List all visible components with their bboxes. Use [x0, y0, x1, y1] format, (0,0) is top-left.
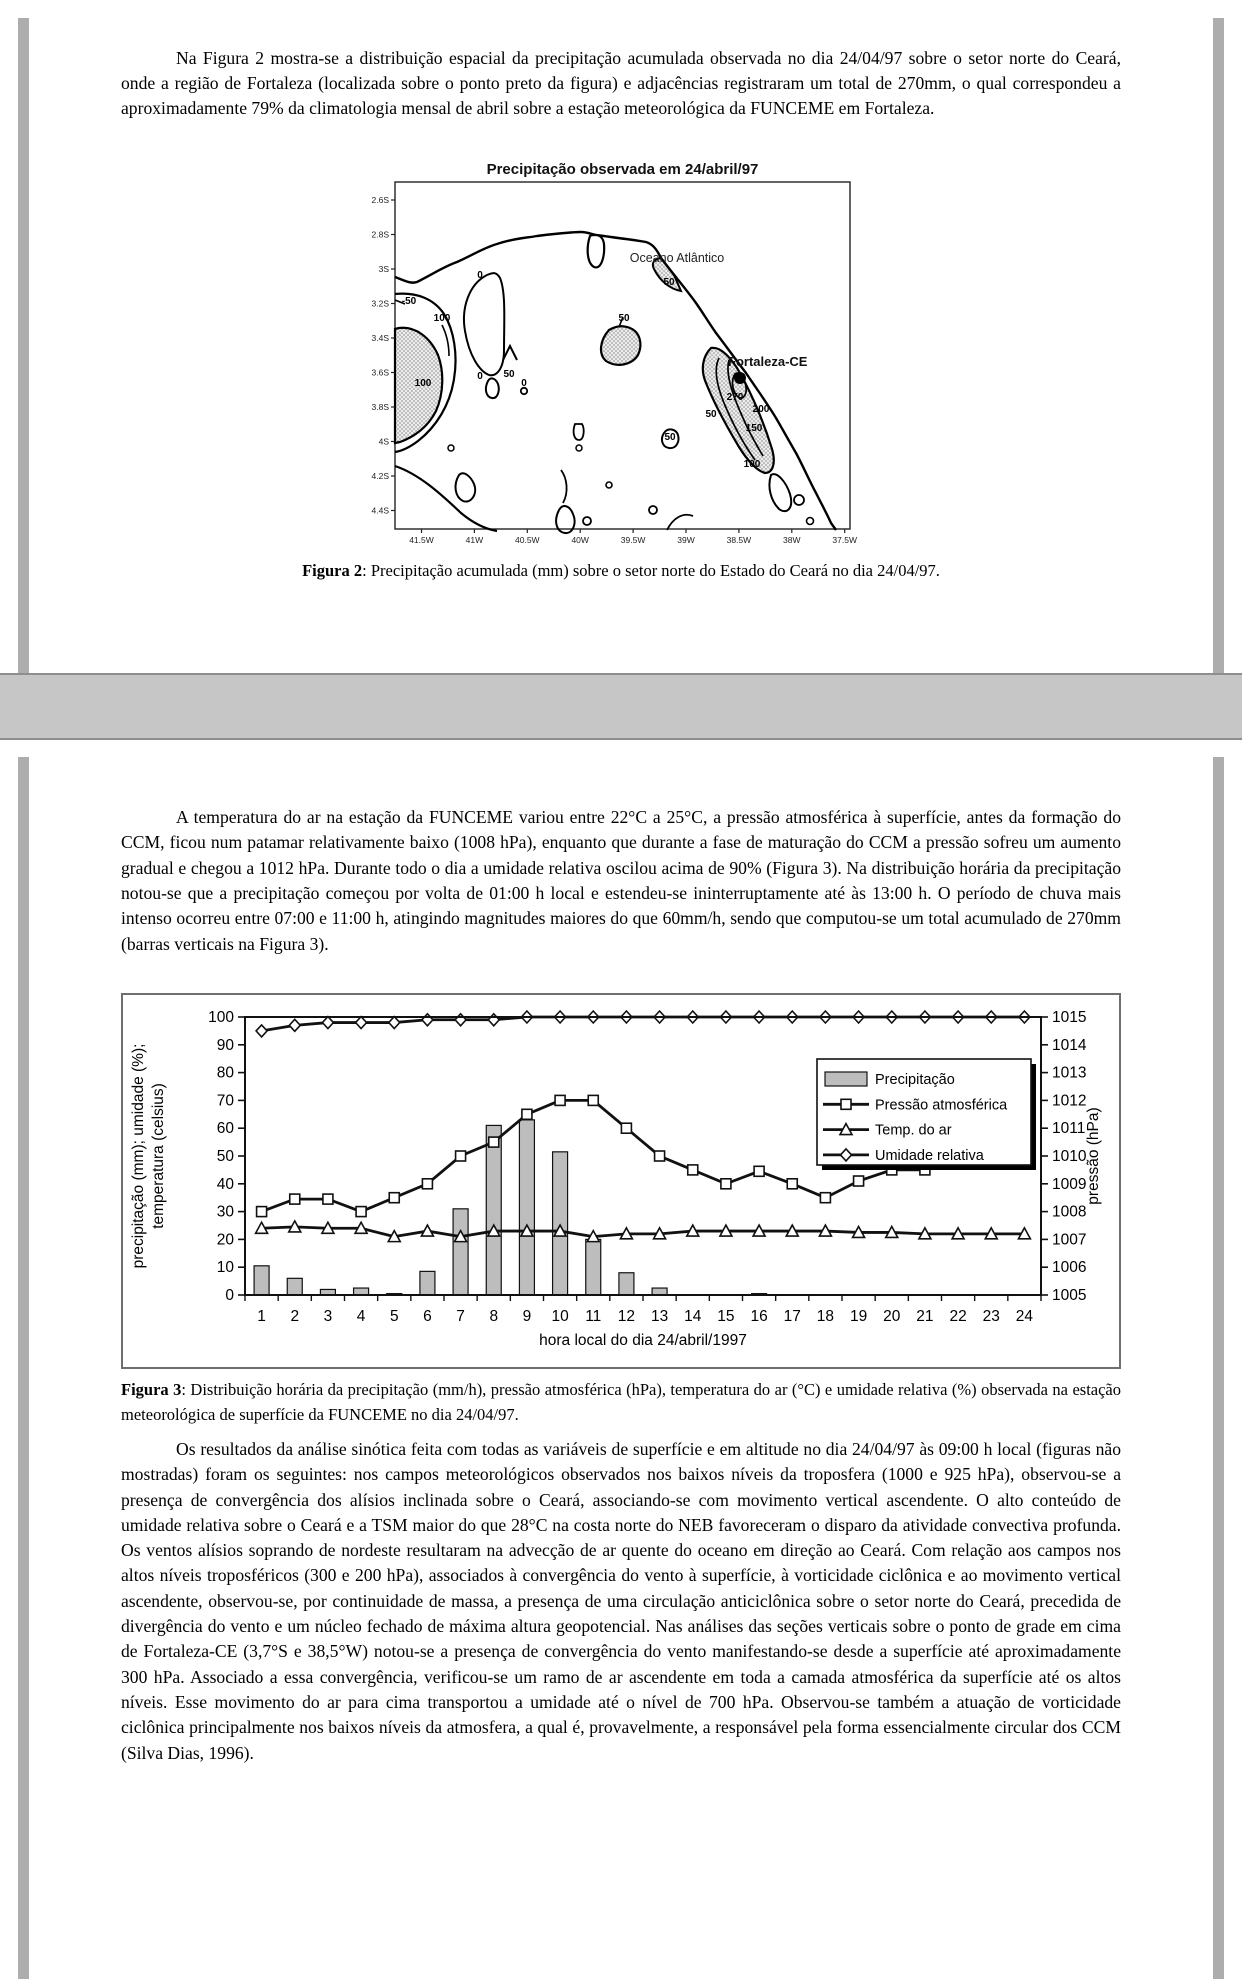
left-tick-label: 90	[216, 1036, 234, 1054]
marker-square	[588, 1095, 598, 1105]
lon-tick-label: 40.5W	[515, 535, 540, 546]
marker-diamond	[455, 1014, 466, 1026]
contour-teardrop-0	[464, 274, 504, 376]
figure3	[121, 993, 1121, 1369]
right-axis-title: pressão (hPa)	[1085, 1107, 1102, 1205]
x-tick-label: 13	[650, 1307, 669, 1325]
figure2	[0, 161, 1242, 556]
x-tick-label: 6	[423, 1307, 432, 1325]
x-tick-label: 7	[456, 1307, 465, 1325]
figure2-map-svg	[347, 178, 857, 556]
series-line-diamond	[262, 1017, 1025, 1031]
contour-bottom-curve-2	[561, 470, 567, 503]
lon-tick-label: 40W	[571, 535, 589, 546]
fortaleza-label: Fortaleza-CE	[728, 354, 808, 370]
marker-square	[356, 1207, 366, 1217]
contour-label: 100	[414, 378, 432, 390]
figure3-caption-text: : Distribuição horária da precipitação (mm/h), pressão atmosférica (hPa), temperatura do ar (°C) e umidade relativa (%) observada na estação meteorológica de superfície da FUNCEME no dia 24/04/97.	[121, 1379, 1121, 1424]
right-tick-label: 1010	[1052, 1147, 1087, 1165]
marker-square	[854, 1176, 864, 1186]
contour-tail-blob	[769, 475, 791, 512]
contour-small-oval	[486, 379, 499, 399]
x-tick-label: 20	[883, 1307, 901, 1325]
left-tick-label: 80	[216, 1064, 234, 1082]
contour-region-mid-50	[601, 327, 640, 366]
contour-label: 150	[745, 423, 763, 435]
right-tick-label: 1007	[1052, 1231, 1087, 1249]
contour-tiny-oval-mid	[574, 424, 584, 440]
right-tick-label: 1008	[1052, 1203, 1087, 1221]
legend-label: Temp. do ar	[875, 1122, 952, 1139]
paragraph-figura2-intro: Na Figura 2 mostra-se a distribuição espacial da precipitação acumulada observada no dia 24/04/97 sobre o setor norte do Ceará, onde a região de Fortaleza (localizada sobre o ponto preto da figura) e adjacências registraram um total de 270mm, o qual correspondeu a aproximadamente 79% da climatologia mensal de abril sobre a estação meteorológica da FUNCEME em Fortaleza.	[121, 47, 1121, 119]
figure3-caption-number: Figura 3	[121, 1379, 182, 1399]
contour-tiny-circle-s2	[606, 482, 612, 488]
x-tick-label: 5	[389, 1307, 399, 1325]
lon-tick-label: 38W	[783, 535, 801, 546]
series-line-triangle	[262, 1227, 1025, 1237]
paper-page-2	[0, 757, 1242, 1979]
figure3-caption	[121, 1377, 1121, 1427]
left-axis-title-line2: temperatura (celsius)	[150, 1083, 167, 1229]
x-axis-title: hora local do dia 24/abril/1997	[539, 1331, 747, 1349]
right-tick-label: 1012	[1052, 1092, 1087, 1110]
contour-label: 0	[521, 378, 527, 390]
marker-square	[841, 1099, 851, 1109]
fortaleza-dot	[734, 372, 746, 384]
marker-diamond	[256, 1025, 267, 1037]
figure2-caption-number: Figura 2	[302, 561, 363, 581]
right-tick-label: 1006	[1052, 1259, 1087, 1277]
contour-bottom-curve-3	[667, 515, 693, 530]
contour-label: 50	[664, 432, 676, 444]
contour-bottom-blob	[456, 474, 476, 502]
lat-tick-label: 3S	[378, 264, 389, 275]
right-tick-label: 1013	[1052, 1064, 1087, 1082]
marker-square	[621, 1123, 631, 1133]
x-tick-label: 16	[750, 1307, 768, 1325]
marker-square	[688, 1165, 698, 1175]
marker-diamond	[289, 1019, 300, 1031]
left-tick-label: 100	[208, 1008, 234, 1026]
figure2-caption	[121, 558, 1121, 583]
contour-tiny-circle-w	[448, 445, 454, 451]
left-axis-title-line1: precipitação (mm); umidade (%);	[130, 1043, 147, 1269]
precipitation-bar	[254, 1266, 269, 1295]
lat-tick-label: 3.2S	[371, 298, 389, 309]
x-tick-label: 12	[617, 1307, 636, 1325]
left-tick-label: 30	[216, 1203, 234, 1221]
lon-tick-label: 39W	[677, 535, 695, 546]
lat-tick-label: 2.6S	[371, 195, 389, 206]
x-tick-label: 14	[684, 1307, 702, 1325]
precipitation-bar	[287, 1278, 302, 1295]
contour-small-circle-se	[794, 495, 804, 505]
x-tick-label: 4	[356, 1307, 366, 1325]
precipitation-bar	[420, 1271, 435, 1295]
marker-square	[489, 1137, 499, 1147]
marker-square	[422, 1179, 432, 1189]
marker-square	[456, 1151, 466, 1161]
page-edge-shadow-left	[18, 18, 29, 673]
legend-label: Pressão atmosférica	[875, 1097, 1008, 1114]
x-tick-label: 18	[816, 1307, 835, 1325]
lat-tick-label: 2.8S	[371, 229, 389, 240]
contour-leader-100	[442, 325, 449, 356]
right-tick-label: 1005	[1052, 1286, 1087, 1304]
coast-notch	[588, 235, 604, 267]
marker-square	[721, 1179, 731, 1189]
contour-tiny-circle-se	[807, 518, 814, 525]
marker-square	[290, 1194, 300, 1204]
left-tick-label: 40	[216, 1175, 234, 1193]
precipitation-bar	[486, 1125, 501, 1295]
marker-square	[555, 1095, 565, 1105]
lat-tick-label: 4.4S	[371, 505, 389, 516]
x-tick-label: 11	[585, 1307, 602, 1325]
contour-small-peak-50	[503, 346, 517, 360]
left-tick-label: 70	[216, 1092, 234, 1110]
precipitation-bar	[619, 1273, 634, 1295]
contour-tiny-circle-s3	[649, 506, 657, 514]
figure2-title: Precipitação observada em 24/abril/97	[486, 161, 759, 179]
lat-tick-label: 4S	[378, 436, 389, 447]
marker-square	[820, 1193, 830, 1203]
x-tick-label: 15	[717, 1307, 735, 1325]
ocean-label: Oceano Atlântico	[629, 251, 725, 266]
x-tick-label: 17	[783, 1307, 801, 1325]
x-tick-label: 21	[916, 1307, 934, 1325]
paragraph-figura3-intro: A temperatura do ar na estação da FUNCEME variou entre 22°C a 25°C, a pressão atmosférica à superfície, antes da formação do CCM, ficou num patamar relativamente baixo (1008 hPa), enquanto que durante a fase de maturação do CCM a pressão sofreu um aumento gradual e chegou a 1012 hPa. Durante todo o dia a umidade relativa oscilou acima de 90% (Figura 3). Na distribuição horária da precipitação notou-se que a precipitação começou por volta de 01:00 h local e estendeu-se ininterruptamente até às 13:00 h. O período de chuva mais intenso ocorreu entre 07:00 e 11:00 h, atingindo magnitudes maiores do que 60mm/h, sendo que computou-se um total acumulado de 270mm (barras verticais na Figura 3).	[121, 807, 1121, 954]
contour-label: 100	[743, 459, 761, 471]
left-tick-label: 10	[216, 1259, 234, 1277]
lat-tick-label: 3.8S	[371, 402, 389, 413]
marker-square	[389, 1193, 399, 1203]
contour-label: -50	[401, 296, 417, 308]
page-separator	[0, 673, 1242, 740]
contour-label: 200	[752, 404, 770, 416]
marker-diamond	[356, 1017, 367, 1029]
precipitation-bar	[586, 1239, 601, 1295]
contour-label: 50	[618, 313, 630, 325]
contour-tiny-circle-s1	[583, 517, 591, 525]
right-tick-label: 1011	[1052, 1120, 1086, 1138]
legend-label: Precipitação	[875, 1071, 955, 1088]
x-tick-label: 19	[849, 1307, 868, 1325]
paper-page-1	[0, 18, 1242, 673]
x-tick-label: 3	[323, 1307, 333, 1325]
contour-bottom-left-curve	[395, 466, 497, 531]
x-tick-label: 8	[489, 1307, 499, 1325]
contour-label: 270	[726, 392, 744, 404]
x-tick-label: 22	[949, 1307, 967, 1325]
x-tick-label: 10	[551, 1307, 569, 1325]
lat-tick-label: 3.6S	[371, 367, 389, 378]
marker-square	[522, 1109, 532, 1119]
right-tick-label: 1014	[1052, 1036, 1087, 1054]
marker-diamond	[422, 1014, 433, 1026]
contour-label: 0	[477, 371, 483, 383]
lat-tick-label: 3.4S	[371, 333, 389, 344]
contour-label: 50	[503, 369, 515, 381]
marker-diamond	[488, 1014, 499, 1026]
contour-label: 100	[433, 313, 451, 325]
right-tick-label: 1009	[1052, 1175, 1087, 1193]
x-tick-label: 23	[982, 1307, 1000, 1325]
contour-label: 50	[705, 409, 717, 421]
precipitation-bar	[453, 1209, 468, 1295]
x-tick-label: 24	[1015, 1307, 1034, 1325]
marker-square	[257, 1207, 267, 1217]
x-tick-label: 1	[257, 1307, 266, 1325]
contour-tiny-circle-mid	[576, 445, 582, 451]
left-tick-label: 0	[225, 1286, 234, 1304]
page-edge-shadow-right	[1213, 18, 1224, 673]
marker-square	[787, 1179, 797, 1189]
page-edge-shadow-right-2	[1213, 757, 1224, 1979]
x-tick-label: 9	[522, 1307, 532, 1325]
left-tick-label: 50	[216, 1147, 234, 1165]
lon-tick-label: 41.5W	[409, 535, 434, 546]
legend-swatch-bar	[825, 1072, 867, 1086]
legend-label: Umidade relativa	[875, 1147, 984, 1164]
lat-tick-label: 4.2S	[371, 471, 389, 482]
precipitation-bar	[519, 1120, 534, 1295]
contour-label: 0	[477, 270, 483, 282]
lon-tick-label: 39.5W	[620, 535, 646, 546]
left-tick-label: 60	[216, 1120, 234, 1138]
lon-tick-label: 38.5W	[726, 535, 752, 546]
figure2-caption-text: : Precipitação acumulada (mm) sobre o setor norte do Estado do Ceará no dia 24/04/97.	[362, 561, 940, 581]
marker-square	[655, 1151, 665, 1161]
precipitation-bar	[652, 1288, 667, 1295]
marker-square	[323, 1194, 333, 1204]
right-tick-label: 1015	[1052, 1008, 1087, 1026]
page-edge-shadow-left-2	[18, 757, 29, 1979]
lon-tick-label: 37.5W	[832, 535, 857, 546]
lon-tick-label: 41W	[465, 535, 484, 546]
figure3-chart-svg	[123, 995, 1119, 1367]
x-tick-label: 2	[290, 1307, 300, 1325]
precipitation-bar	[354, 1288, 369, 1295]
marker-square	[754, 1166, 764, 1176]
marker-diamond	[389, 1017, 400, 1029]
paragraph-synoptic-analysis: Os resultados da análise sinótica feita com todas as variáveis de superfície e em altitude no dia 24/04/97 às 09:00 h local (figuras não mostradas) foram os seguintes: nos campos meteorológicos observados nos baixos níveis da troposfera (1000 e 925 hPa), observou-se a presença de convergência dos alísios inclinada sobre o Ceará, associando-se com movimento vertical ascendente. O alto conteúdo de umidade relativa sobre o Ceará e a TSM maior do que 28°C na costa norte do NEB favoreceram o disparo da atividade convectiva profunda. Os ventos alísios soprando de nordeste resultaram na advecção de ar quente do oceano em direção ao Ceará. Com relação aos campos nos altos níveis troposféricos (300 e 200 hPa), associados à convergência do vento à superfície, à vorticidade ciclônica e ao movimento vertical ascendente, observou-se, por continuidade de massa, a presença de uma circulação anticiclônica sobre o setor norte do Ceará, precedida de divergência do vento e um núcleo fechado de máxima altura geopotencial. Nas análises das seções verticais sobre o ponto de grade em cima de Fortaleza-CE (3,7°S e 38,5°W) notou-se a presença de convergência do vento manifestando-se desde a superfície até aproximadamente 300 hPa. Associado a essa convergência, verificou-se um ramo de ar ascendente em toda a camada atmosférica da superfície até os altos níveis. Esse movimento do ar para cima transportou a umidade até o nível de 700 hPa. Observou-se também a atuação de vorticidade ciclônica principalmente nos baixos níveis da atmosfera, a qual é, provavelmente, a responsável pela forma essencialmente circular dos CCM (Silva Dias, 1996).	[121, 1438, 1121, 1763]
marker-diamond	[322, 1017, 333, 1029]
left-tick-label: 20	[216, 1231, 234, 1249]
contour-label: 50	[663, 277, 675, 289]
